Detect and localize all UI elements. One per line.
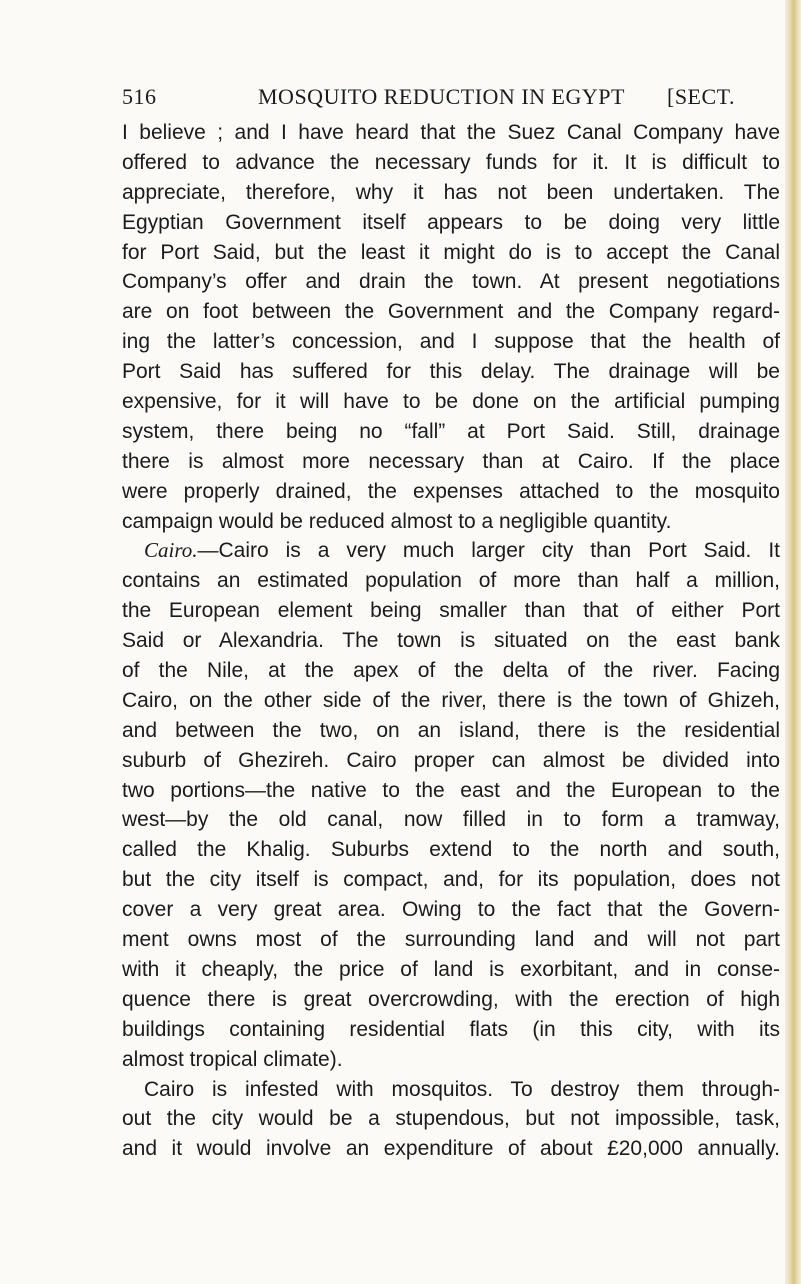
page-header [122,84,780,112]
text-line: were properly drained, the expenses attached to the mosquito [122,479,780,503]
text-line: Egyptian Government itself appears to be doing very little [122,210,780,234]
text-line: almost tropical climate). [122,1047,343,1071]
section-label: [SECT. [667,84,735,109]
page-number: 516 [122,84,157,109]
text-line: with it cheaply, the price of land is exorbitant, and in conse- [122,957,780,981]
text-line: campaign would be reduced almost to a negligible quantity. [122,509,672,533]
cairo-heading: Cairo. [144,538,198,563]
text-line: buildings containing residential flats (in this city, with its [122,1017,780,1041]
text-line: system, there being no “fall” at Port Said. Still, drainage [122,419,780,443]
text-line: contains an estimated population of more than half a million, [122,569,780,593]
text-line: out the city would be a stupendous, but not impossible, task, [122,1107,780,1131]
text-line: Cairo is infested with mosquitos. To destroy them through- [144,1077,780,1101]
text-line: two portions—the native to the east and the European to the [122,778,780,802]
text-line: Said or Alexandria. The town is situated on the east bank [122,629,780,653]
text-line: and between the two, on an island, there is the residential [122,718,780,742]
body-text [122,118,780,1164]
text-line: but the city itself is compact, and, for its population, does not [122,868,780,892]
text-line: Port Said has suffered for this delay. The drainage will be [122,360,780,384]
text-line: I believe ; and I have heard that the Suez Canal Company have [122,121,780,144]
text-line: Cairo, on the other side of the river, there is the town of Ghizeh, [122,688,780,712]
text-line: and it would involve an expenditure of about £20,000 annually. [122,1137,780,1161]
text-line: there is almost more necessary than at Cairo. If the place [122,449,780,473]
text-line: the European element being smaller than that of either Port [122,599,780,623]
text-line: of the Nile, at the apex of the delta of the river. Facing [122,659,780,683]
text-line: are on foot between the Government and the Company regard- [122,300,780,324]
text-line: offered to advance the necessary funds for it. It is difficult to [122,150,780,174]
text-line: for Port Said, but the least it might do is to accept the Canal [122,240,780,264]
cairo-first-line-rest: —Cairo is a very much larger city than Port Said. It [197,539,780,563]
text-line: west—by the old canal, now filled in to form a tramway, [122,808,780,832]
text-line: called the Khalig. Suburbs extend to the north and south, [122,838,780,862]
running-title: MOSQUITO REDUCTION IN EGYPT [258,84,625,109]
text-line: ing the latter’s concession, and I suppose that the health of [122,330,780,354]
cairo-paragraph-first-line [122,536,780,566]
text-line: appreciate, therefore, why it has not been undertaken. The [122,180,780,204]
text-line: quence there is great overcrowding, with the erection of high [122,987,780,1011]
text-line: expensive, for it will have to be done on the artificial pumping [122,390,780,414]
text-line: Company’s offer and drain the town. At present negotiations [122,270,780,294]
page-edge-shadow [785,0,801,1284]
text-line: ment owns most of the surrounding land and will not part [122,928,780,952]
text-line: suburb of Ghezireh. Cairo proper can almost be divided into [122,748,780,772]
text-line: cover a very great area. Owing to the fact that the Govern- [122,898,780,922]
